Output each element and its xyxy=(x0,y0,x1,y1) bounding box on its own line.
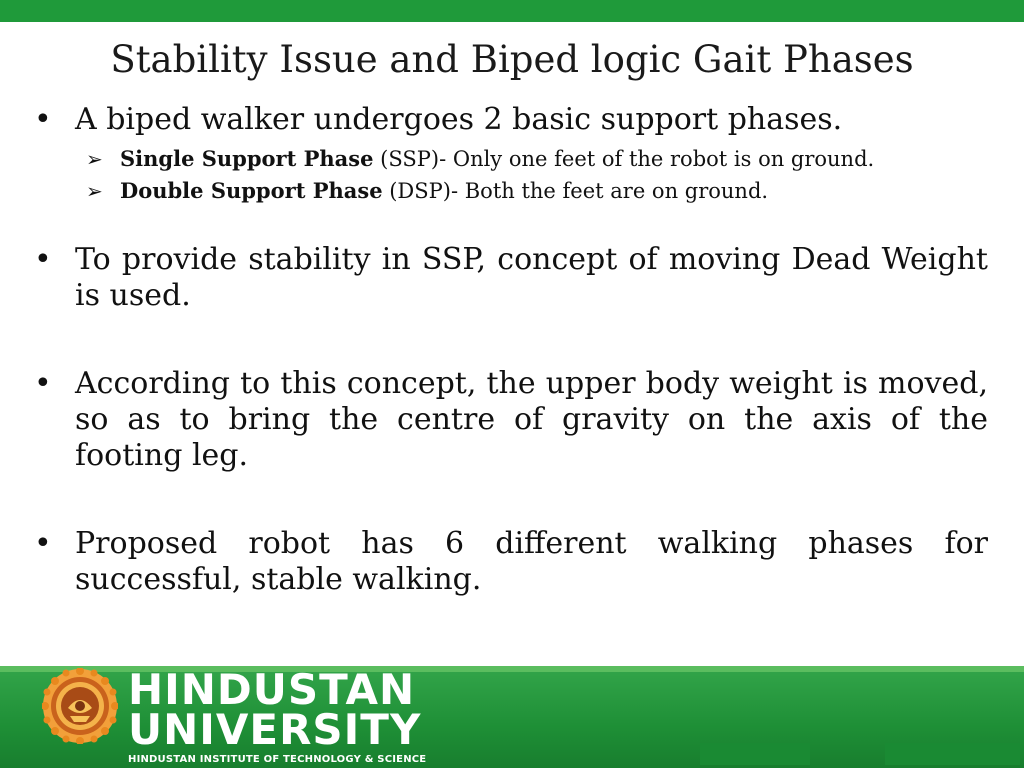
bullet-icon: • xyxy=(34,102,52,137)
bullet-text: To provide stability in SSP, concept of moving Dead Weight is used. xyxy=(75,242,988,313)
slide-content xyxy=(30,102,988,598)
bullet-item xyxy=(30,366,988,474)
slide-title: Stability Issue and Biped logic Gait Phases xyxy=(110,38,914,81)
top-accent-bar xyxy=(0,0,1024,22)
logo-text-hindustan: HINDUSTAN xyxy=(128,665,416,714)
sub-bullet-text: (SSP)- Only one feet of the robot is on ground. xyxy=(373,147,875,171)
bullet-item xyxy=(30,102,988,138)
logo-subtitle: HINDUSTAN INSTITUTE OF TECHNOLOGY & SCIENCE xyxy=(128,754,427,765)
bullet-icon: • xyxy=(34,526,52,561)
arrow-bullet-icon: ➢ xyxy=(86,179,103,203)
arrow-bullet-icon: ➢ xyxy=(86,147,103,171)
sub-bullet-bold-term: Double Support Phase xyxy=(120,178,383,203)
sub-bullet-bold-term: Single Support Phase xyxy=(120,146,374,171)
sub-bullet-text: (DSP)- Both the feet are on ground. xyxy=(382,179,769,203)
sub-bullet-item xyxy=(30,179,988,203)
bullet-text: According to this concept, the upper body weight is moved, so as to bring the centre of gravity on the axis of the footing leg. xyxy=(75,366,988,473)
bullet-icon: • xyxy=(34,242,52,277)
bullet-item xyxy=(30,526,988,598)
bullet-item xyxy=(30,242,988,314)
bullet-icon: • xyxy=(34,366,52,401)
university-seal-icon xyxy=(42,668,118,744)
footer-decor-block xyxy=(700,743,810,765)
bullet-text: Proposed robot has 6 different walking phases for successful, stable walking. xyxy=(75,526,988,597)
sub-bullet-item xyxy=(30,147,988,171)
logo-text-university: UNIVERSITY xyxy=(128,705,422,754)
footer-decor-block xyxy=(885,743,1020,765)
bullet-text: A biped walker undergoes 2 basic support phases. xyxy=(75,102,843,137)
